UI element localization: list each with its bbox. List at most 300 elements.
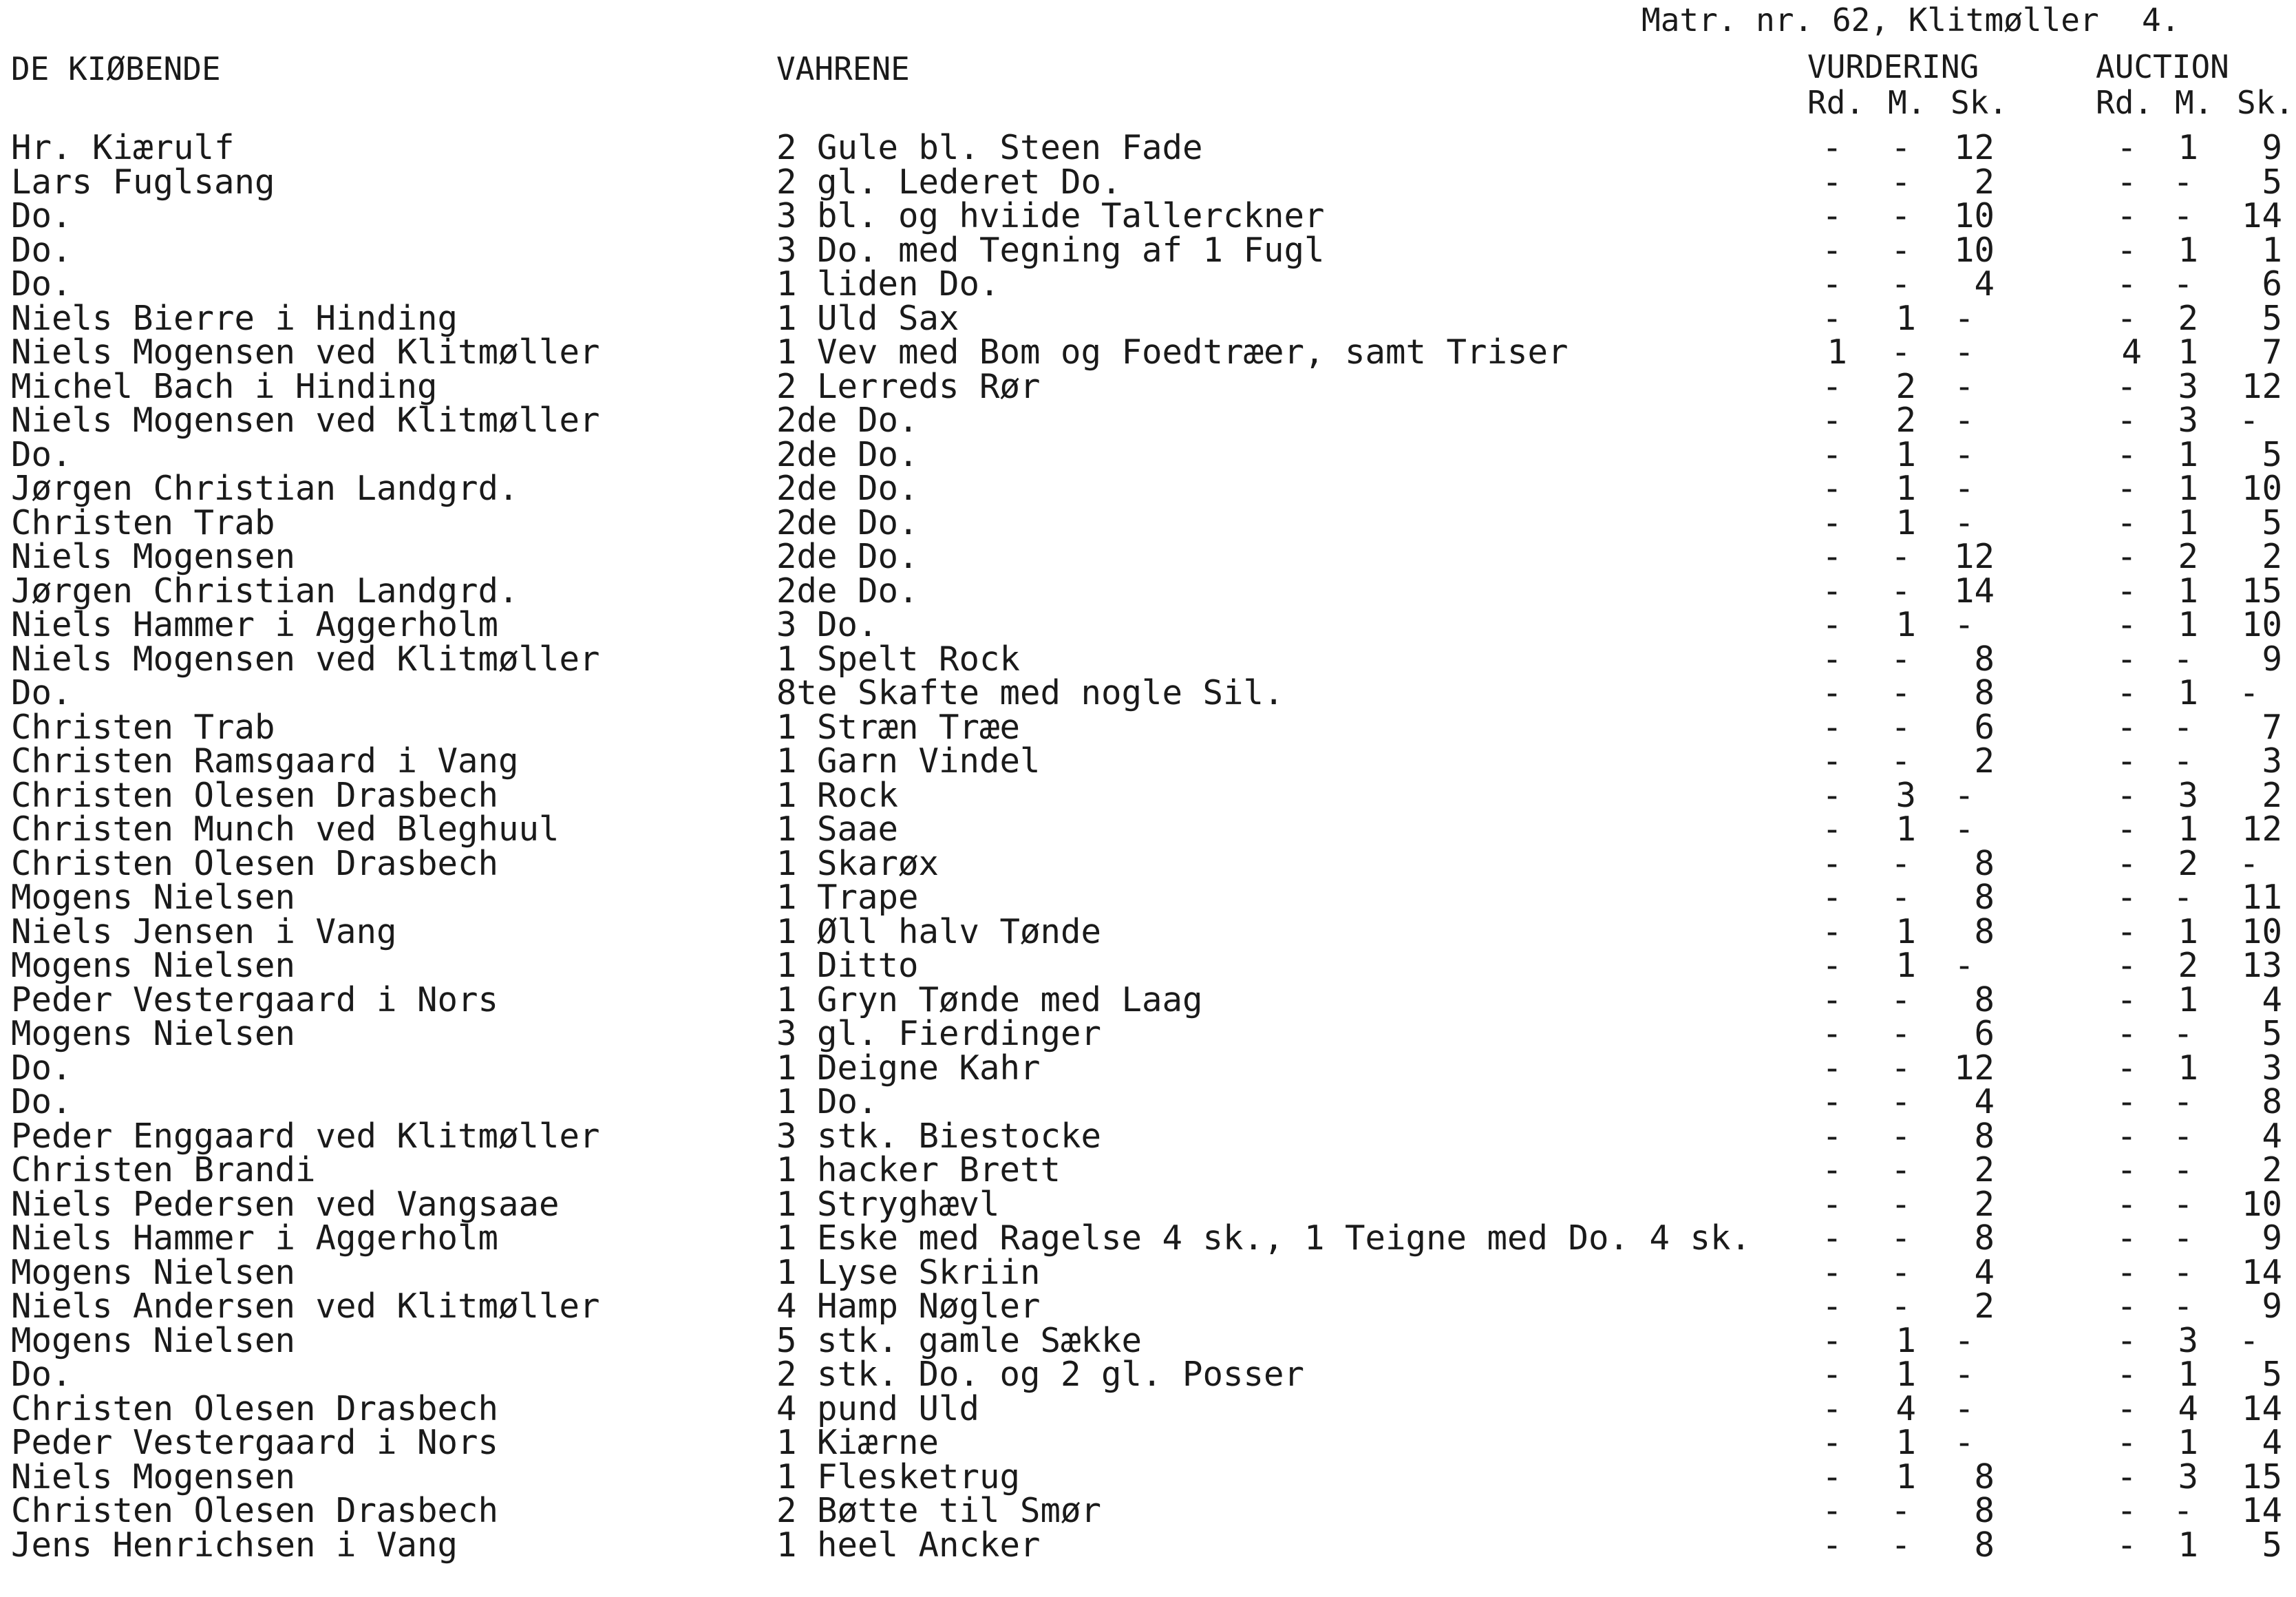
valuation-rd-value: - <box>1822 810 1842 849</box>
valuation-rd-value: - <box>1822 639 1842 679</box>
valuation-m-value: - <box>1891 1014 1911 1053</box>
buyer-name: Christen Munch ved Bleghuul <box>11 810 560 849</box>
auction-m-value: 1 <box>2178 1423 2198 1462</box>
auction-sk-value: 2 <box>2262 776 2282 815</box>
auction-m-value: 1 <box>2178 980 2198 1019</box>
auction-sk-value: 2 <box>2262 1150 2282 1189</box>
record-reference: Matr. nr. 62, Klitmøller <box>1641 1 2099 39</box>
valuation-sk-value: - <box>1954 946 1975 985</box>
auction-rd-value: - <box>2116 401 2137 440</box>
auction-m-value: 1 <box>2178 673 2198 712</box>
auction-rd-value: - <box>2116 367 2137 406</box>
auction-sk-value: 3 <box>2262 1048 2282 1088</box>
auction-sk-value: 14 <box>2241 1253 2282 1292</box>
buyer-name: Do. <box>11 435 72 474</box>
auction-m-value: 1 <box>2178 1355 2198 1394</box>
valuation-rd-value: - <box>1822 1355 1842 1394</box>
auction-rd-value: - <box>2116 1218 2137 1258</box>
goods-description: 2de Do. <box>776 435 919 474</box>
auction-m-value: 3 <box>2178 1321 2198 1360</box>
auction-sub-sk: Sk. <box>2237 84 2295 121</box>
valuation-sk-value: 8 <box>1974 980 1995 1019</box>
auction-sk-value: 5 <box>2262 1525 2282 1565</box>
auction-m-value: 1 <box>2178 469 2198 508</box>
auction-rd-value: - <box>2116 162 2137 202</box>
valuation-rd-value: - <box>1822 1525 1842 1565</box>
valuation-sk-value: 8 <box>1974 844 1995 883</box>
valuation-rd-value: - <box>1822 776 1842 815</box>
buyer-name: Christen Ramsgaard i Vang <box>11 741 519 781</box>
auction-sk-value: 5 <box>2262 503 2282 542</box>
auction-sub-rd: Rd. <box>2096 84 2154 121</box>
auction-sk-value: - <box>2239 1321 2260 1360</box>
valuation-rd-value: - <box>1822 1389 1842 1428</box>
valuation-rd-value: - <box>1822 1253 1842 1292</box>
valuation-sk-value: 10 <box>1953 231 1995 270</box>
buyer-name: Niels Jensen i Vang <box>11 912 397 951</box>
goods-description: 3 Do. <box>776 605 878 644</box>
auction-m-value: - <box>2173 708 2193 747</box>
valuation-rd-value: - <box>1822 1287 1842 1326</box>
auction-rd-value: - <box>2116 946 2137 985</box>
valuation-sk-value: - <box>1954 401 1975 440</box>
page-number: 4. <box>2142 1 2180 39</box>
valuation-sk-value: 4 <box>1974 1253 1995 1292</box>
valuation-m-value: - <box>1891 844 1911 883</box>
valuation-sub-rd: Rd. <box>1807 84 1865 121</box>
auction-rd-value: - <box>2116 605 2137 644</box>
valuation-rd-value: - <box>1822 537 1842 576</box>
valuation-sk-value: 2 <box>1974 741 1995 781</box>
valuation-sk-value: 4 <box>1974 264 1995 304</box>
auction-sk-value: 10 <box>2241 469 2282 508</box>
auction-m-value: 2 <box>2178 299 2198 338</box>
valuation-sk-value: - <box>1954 605 1975 644</box>
buyer-name: Christen Trab <box>11 708 275 747</box>
goods-description: 2 Bøtte til Smør <box>776 1491 1102 1530</box>
valuation-m-value: - <box>1891 162 1911 202</box>
valuation-m-value: - <box>1891 980 1911 1019</box>
valuation-m-value: 1 <box>1895 1423 1916 1462</box>
valuation-sk-value: 8 <box>1974 1457 1995 1496</box>
buyer-name: Niels Mogensen ved Klitmøller <box>11 401 600 440</box>
auction-m-value: 2 <box>2178 844 2198 883</box>
valuation-rd-value: - <box>1822 1321 1842 1360</box>
valuation-sk-value: 14 <box>1953 571 1995 611</box>
goods-description: 1 hacker Brett <box>776 1150 1061 1189</box>
auction-sk-value: 7 <box>2262 708 2282 747</box>
auction-m-value: - <box>2173 1218 2193 1258</box>
buyer-name: Mogens Nielsen <box>11 946 296 985</box>
auction-m-value: - <box>2173 196 2193 235</box>
auction-m-value: 4 <box>2178 1389 2198 1428</box>
valuation-sk-value: 12 <box>1953 128 1995 167</box>
column-header-valuation: VURDERING <box>1807 48 1979 85</box>
auction-m-value: 1 <box>2178 571 2198 611</box>
goods-description: 1 Stræn Træe <box>776 708 1021 747</box>
valuation-sk-value: 10 <box>1953 196 1995 235</box>
valuation-rd-value: - <box>1822 264 1842 304</box>
buyer-name: Peder Vestergaard i Nors <box>11 980 499 1019</box>
valuation-rd-value: - <box>1822 912 1842 951</box>
buyer-name: Jørgen Christian Landgrd. <box>11 571 519 611</box>
auction-m-value: - <box>2173 1014 2193 1053</box>
valuation-rd-value: - <box>1822 1185 1842 1224</box>
auction-m-value: - <box>2173 162 2193 202</box>
auction-rd-value: - <box>2116 1287 2137 1326</box>
auction-rd-value: - <box>2116 1321 2137 1360</box>
valuation-m-value: - <box>1891 741 1911 781</box>
valuation-m-value: - <box>1891 231 1911 270</box>
valuation-rd-value: - <box>1822 1457 1842 1496</box>
valuation-rd-value: - <box>1822 1150 1842 1189</box>
valuation-m-value: - <box>1891 332 1911 372</box>
buyer-name: Christen Olesen Drasbech <box>11 776 499 815</box>
buyer-name: Christen Olesen Drasbech <box>11 844 499 883</box>
valuation-m-value: 1 <box>1895 912 1916 951</box>
valuation-m-value: 1 <box>1895 435 1916 474</box>
buyer-name: Peder Enggaard ved Klitmøller <box>11 1117 600 1156</box>
auction-rd-value: - <box>2116 673 2137 712</box>
auction-m-value: - <box>2173 1150 2193 1189</box>
auction-rd-value: - <box>2116 1253 2137 1292</box>
valuation-sk-value: - <box>1954 503 1975 542</box>
auction-sk-value: 5 <box>2262 162 2282 202</box>
valuation-sk-value: 8 <box>1974 1117 1995 1156</box>
valuation-m-value: - <box>1891 128 1911 167</box>
valuation-m-value: - <box>1891 673 1911 712</box>
auction-m-value: 2 <box>2178 537 2198 576</box>
valuation-sk-value: 6 <box>1974 1014 1995 1053</box>
buyer-name: Lars Fuglsang <box>11 162 275 202</box>
valuation-rd-value: - <box>1822 1082 1842 1121</box>
goods-description: 1 Do. <box>776 1082 878 1121</box>
valuation-sk-value: 8 <box>1974 1491 1995 1530</box>
valuation-m-value: - <box>1891 196 1911 235</box>
valuation-m-value: - <box>1891 571 1911 611</box>
valuation-m-value: 1 <box>1895 1355 1916 1394</box>
column-header-buyer: DE KIØBENDE <box>11 50 221 87</box>
auction-sk-value: 12 <box>2241 367 2282 406</box>
auction-m-value: 1 <box>2178 1048 2198 1088</box>
valuation-rd-value: - <box>1822 435 1842 474</box>
buyer-name: Niels Bierre i Hinding <box>11 299 458 338</box>
valuation-m-value: 1 <box>1895 810 1916 849</box>
auction-sk-value: 5 <box>2262 1355 2282 1394</box>
valuation-m-value: - <box>1891 264 1911 304</box>
auction-rd-value: - <box>2116 1014 2137 1053</box>
auction-m-value: 1 <box>2178 503 2198 542</box>
buyer-name: Do. <box>11 196 72 235</box>
valuation-m-value: - <box>1891 1185 1911 1224</box>
valuation-rd-value: - <box>1822 673 1842 712</box>
valuation-sk-value: 8 <box>1974 1525 1995 1565</box>
buyer-name: Do. <box>11 1082 72 1121</box>
auction-rd-value: - <box>2116 196 2137 235</box>
buyer-name: Niels Mogensen <box>11 1457 296 1496</box>
auction-rd-value: - <box>2116 810 2137 849</box>
valuation-rd-value: 1 <box>1827 332 1847 372</box>
buyer-name: Do. <box>11 264 72 304</box>
auction-m-value: 3 <box>2178 776 2198 815</box>
valuation-sk-value: 12 <box>1953 1048 1995 1088</box>
auction-sk-value: 15 <box>2241 1457 2282 1496</box>
valuation-sk-value: - <box>1954 810 1975 849</box>
auction-rd-value: - <box>2116 1457 2137 1496</box>
auction-rd-value: - <box>2116 878 2137 917</box>
goods-description: 1 Øll halv Tønde <box>776 912 1102 951</box>
auction-rd-value: - <box>2116 980 2137 1019</box>
valuation-m-value: 1 <box>1895 605 1916 644</box>
auction-m-value: 3 <box>2178 1457 2198 1496</box>
valuation-rd-value: - <box>1822 1218 1842 1258</box>
auction-sk-value: 9 <box>2262 128 2282 167</box>
buyer-name: Niels Andersen ved Klitmøller <box>11 1287 600 1326</box>
auction-rd-value: - <box>2116 1491 2137 1530</box>
buyer-name: Michel Bach i Hinding <box>11 367 438 406</box>
valuation-rd-value: - <box>1822 128 1842 167</box>
buyer-name: Niels Hammer i Aggerholm <box>11 605 499 644</box>
auction-rd-value: - <box>2116 1150 2137 1189</box>
goods-description: 1 Trape <box>776 878 919 917</box>
auction-rd-value: - <box>2116 1048 2137 1088</box>
auction-sk-value: 11 <box>2241 878 2282 917</box>
goods-description: 3 Do. med Tegning af 1 Fugl <box>776 231 1325 270</box>
valuation-m-value: - <box>1891 878 1911 917</box>
auction-sk-value: 3 <box>2262 741 2282 781</box>
auction-m-value: - <box>2173 1117 2193 1156</box>
auction-m-value: - <box>2173 741 2193 781</box>
auction-rd-value: 4 <box>2121 332 2142 372</box>
goods-description: 1 Saae <box>776 810 899 849</box>
valuation-sk-value: 8 <box>1974 1218 1995 1258</box>
auction-sk-value: 10 <box>2241 912 2282 951</box>
goods-description: 2de Do. <box>776 537 919 576</box>
valuation-rd-value: - <box>1822 1423 1842 1462</box>
buyer-name: Christen Trab <box>11 503 275 542</box>
buyer-name: Peder Vestergaard i Nors <box>11 1423 499 1462</box>
valuation-rd-value: - <box>1822 708 1842 747</box>
auction-sk-value: 15 <box>2241 571 2282 611</box>
goods-description: 1 Vev med Bom og Foedtræer, samt Triser <box>776 332 1569 372</box>
valuation-m-value: - <box>1891 1117 1911 1156</box>
auction-sk-value: - <box>2239 401 2260 440</box>
goods-description: 2 Lerreds Rør <box>776 367 1041 406</box>
auction-sk-value: 13 <box>2241 946 2282 985</box>
buyer-name: Jens Henrichsen i Vang <box>11 1525 458 1565</box>
goods-description: 2 gl. Lederet Do. <box>776 162 1122 202</box>
valuation-rd-value: - <box>1822 844 1842 883</box>
auction-m-value: 1 <box>2178 128 2198 167</box>
valuation-m-value: - <box>1891 1491 1911 1530</box>
valuation-m-value: - <box>1891 537 1911 576</box>
valuation-sk-value: - <box>1954 776 1975 815</box>
auction-sk-value: 6 <box>2262 264 2282 304</box>
auction-sk-value: 14 <box>2241 196 2282 235</box>
auction-rd-value: - <box>2116 128 2137 167</box>
auction-rd-value: - <box>2116 708 2137 747</box>
valuation-sk-value: 2 <box>1974 1150 1995 1189</box>
auction-sk-value: 9 <box>2262 639 2282 679</box>
auction-m-value: - <box>2173 639 2193 679</box>
goods-description: 1 Flesketrug <box>776 1457 1021 1496</box>
valuation-sub-m: M. <box>1888 84 1926 121</box>
goods-description: 1 Eske med Ragelse 4 sk., 1 Teigne med Do. 4 sk. <box>776 1218 1752 1258</box>
auction-rd-value: - <box>2116 844 2137 883</box>
auction-rd-value: - <box>2116 1355 2137 1394</box>
valuation-sk-value: 8 <box>1974 639 1995 679</box>
auction-sk-value: 9 <box>2262 1287 2282 1326</box>
valuation-sk-value: - <box>1954 299 1975 338</box>
valuation-rd-value: - <box>1822 605 1842 644</box>
valuation-m-value: 2 <box>1895 367 1916 406</box>
buyer-name: Jørgen Christian Landgrd. <box>11 469 519 508</box>
goods-description: 1 Kiærne <box>776 1423 939 1462</box>
buyer-name: Niels Mogensen <box>11 537 296 576</box>
auction-sk-value: 4 <box>2262 980 2282 1019</box>
goods-description: 1 Spelt Rock <box>776 639 1021 679</box>
valuation-m-value: 2 <box>1895 401 1916 440</box>
goods-description: 4 Hamp Nøgler <box>776 1287 1041 1326</box>
buyer-name: Do. <box>11 1048 72 1088</box>
valuation-m-value: - <box>1891 639 1911 679</box>
auction-rd-value: - <box>2116 776 2137 815</box>
auction-sk-value: 14 <box>2241 1491 2282 1530</box>
auction-sk-value: 14 <box>2241 1389 2282 1428</box>
buyer-name: Niels Pedersen ved Vangsaae <box>11 1185 560 1224</box>
auction-m-value: 3 <box>2178 367 2198 406</box>
valuation-rd-value: - <box>1822 401 1842 440</box>
auction-rd-value: - <box>2116 435 2137 474</box>
auction-m-value: 1 <box>2178 435 2198 474</box>
column-header-goods: VAHRENE <box>776 50 910 87</box>
goods-description: 2 Gule bl. Steen Fade <box>776 128 1203 167</box>
auction-m-value: - <box>2173 1253 2193 1292</box>
auction-sk-value: 4 <box>2262 1423 2282 1462</box>
valuation-rd-value: - <box>1822 946 1842 985</box>
goods-description: 1 Garn Vindel <box>776 741 1041 781</box>
buyer-name: Niels Mogensen ved Klitmøller <box>11 332 600 372</box>
auction-rd-value: - <box>2116 469 2137 508</box>
goods-description: 3 bl. og hviide Tallerckner <box>776 196 1325 235</box>
goods-description: 3 gl. Fierdinger <box>776 1014 1102 1053</box>
valuation-rd-value: - <box>1822 469 1842 508</box>
auction-rd-value: - <box>2116 299 2137 338</box>
buyer-name: Niels Hammer i Aggerholm <box>11 1218 499 1258</box>
buyer-name: Christen Brandi <box>11 1150 316 1189</box>
auction-rd-value: - <box>2116 571 2137 611</box>
auction-rd-value: - <box>2116 912 2137 951</box>
auction-sk-value: 2 <box>2262 537 2282 576</box>
auction-m-value: 1 <box>2178 912 2198 951</box>
valuation-sk-value: - <box>1954 367 1975 406</box>
valuation-rd-value: - <box>1822 503 1842 542</box>
auction-m-value: - <box>2173 1287 2193 1326</box>
auction-sk-value: 5 <box>2262 435 2282 474</box>
valuation-m-value: - <box>1891 1253 1911 1292</box>
auction-rd-value: - <box>2116 639 2137 679</box>
valuation-m-value: - <box>1891 1150 1911 1189</box>
buyer-name: Christen Olesen Drasbech <box>11 1389 499 1428</box>
goods-description: 1 Uld Sax <box>776 299 959 338</box>
auction-rd-value: - <box>2116 503 2137 542</box>
auction-rd-value: - <box>2116 231 2137 270</box>
auction-rd-value: - <box>2116 1389 2137 1428</box>
auction-m-value: - <box>2173 878 2193 917</box>
valuation-sk-value: - <box>1954 1355 1975 1394</box>
valuation-rd-value: - <box>1822 196 1842 235</box>
valuation-rd-value: - <box>1822 1048 1842 1088</box>
auction-rd-value: - <box>2116 1185 2137 1224</box>
valuation-m-value: 1 <box>1895 503 1916 542</box>
valuation-rd-value: - <box>1822 571 1842 611</box>
buyer-name: Hr. Kiærulf <box>11 128 235 167</box>
buyer-name: Niels Mogensen ved Klitmøller <box>11 639 600 679</box>
valuation-rd-value: - <box>1822 980 1842 1019</box>
goods-description: 1 heel Ancker <box>776 1525 1041 1565</box>
valuation-m-value: - <box>1891 1048 1911 1088</box>
goods-description: 3 stk. Biestocke <box>776 1117 1102 1156</box>
auction-sk-value: 7 <box>2262 332 2282 372</box>
auction-m-value: 1 <box>2178 332 2198 372</box>
valuation-sk-value: - <box>1954 435 1975 474</box>
valuation-sk-value: - <box>1954 1389 1975 1428</box>
valuation-m-value: 1 <box>1895 1457 1916 1496</box>
goods-description: 5 stk. gamle Sække <box>776 1321 1142 1360</box>
valuation-sk-value: 12 <box>1953 537 1995 576</box>
auction-m-value: 1 <box>2178 810 2198 849</box>
buyer-name: Mogens Nielsen <box>11 1014 296 1053</box>
valuation-rd-value: - <box>1822 367 1842 406</box>
valuation-m-value: 1 <box>1895 1321 1916 1360</box>
auction-rd-value: - <box>2116 1117 2137 1156</box>
valuation-sk-value: - <box>1954 1321 1975 1360</box>
auction-m-value: 2 <box>2178 946 2198 985</box>
auction-rd-value: - <box>2116 537 2137 576</box>
valuation-sk-value: - <box>1954 332 1975 372</box>
goods-description: 1 Stryghævl <box>776 1185 1000 1224</box>
valuation-rd-value: - <box>1822 231 1842 270</box>
auction-m-value: - <box>2173 1491 2193 1530</box>
auction-sk-value: 1 <box>2262 231 2282 270</box>
valuation-m-value: - <box>1891 708 1911 747</box>
auction-sk-value: 10 <box>2241 605 2282 644</box>
goods-description: 2de Do. <box>776 401 919 440</box>
auction-rd-value: - <box>2116 1423 2137 1462</box>
column-header-auction: AUCTION <box>2096 48 2229 85</box>
goods-description: 1 Rock <box>776 776 899 815</box>
valuation-m-value: 1 <box>1895 946 1916 985</box>
valuation-rd-value: - <box>1822 299 1842 338</box>
auction-rd-value: - <box>2116 1525 2137 1565</box>
auction-sk-value: - <box>2239 844 2260 883</box>
buyer-name: Do. <box>11 1355 72 1394</box>
goods-description: 1 Gryn Tønde med Laag <box>776 980 1203 1019</box>
valuation-rd-value: - <box>1822 878 1842 917</box>
valuation-rd-value: - <box>1822 162 1842 202</box>
buyer-name: Do. <box>11 231 72 270</box>
goods-description: 8te Skafte med nogle Sil. <box>776 673 1284 712</box>
buyer-name: Do. <box>11 673 72 712</box>
auction-m-value: - <box>2173 264 2193 304</box>
goods-description: 1 Ditto <box>776 946 919 985</box>
goods-description: 2de Do. <box>776 571 919 611</box>
buyer-name: Mogens Nielsen <box>11 1321 296 1360</box>
auction-m-value: 1 <box>2178 605 2198 644</box>
auction-sk-value: 5 <box>2262 299 2282 338</box>
valuation-sk-value: 6 <box>1974 708 1995 747</box>
valuation-m-value: 4 <box>1895 1389 1916 1428</box>
